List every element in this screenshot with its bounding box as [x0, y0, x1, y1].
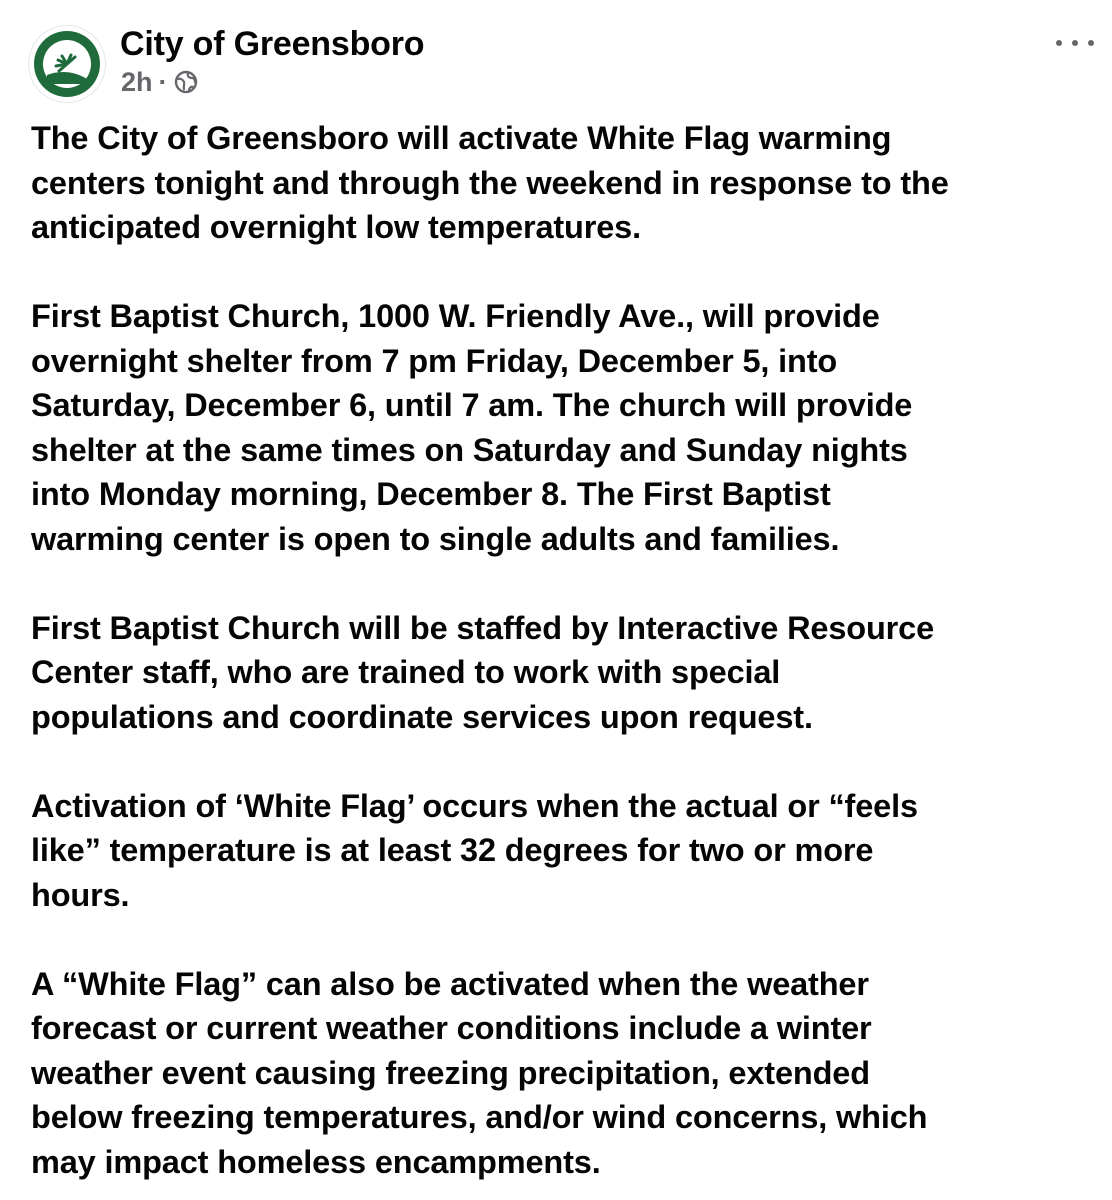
globe-icon	[174, 70, 198, 94]
avatar[interactable]	[29, 26, 105, 102]
dot-icon	[1088, 40, 1094, 46]
post-paragraph: Activation of ‘White Flag’ occurs when the actual or “feels like” temperature is at least 32 degrees for two or more hours.	[31, 787, 918, 913]
post-paragraph: First Baptist Church will be staffed by Interactive Resource Center staff, who are trained to work with special populations and coordinate services upon request.	[31, 609, 935, 735]
post-paragraph: First Baptist Church, 1000 W. Friendly Ave., will provide overnight shelter from 7 pm Friday, December 5, into Saturday, December 6, until 7 am. The church will provide shelter at the same times on Saturday and Sunday nights into Monday morning, December 8. The First Baptist warming center is open to single adults and families.	[31, 298, 913, 557]
post-meta	[121, 66, 198, 98]
post-paragraph: The City of Greensboro will activate White Flag warming centers tonight and through the weekend in response to the anticipated overnight low temperatures.	[31, 120, 949, 245]
post-body	[31, 116, 1091, 1184]
dot-icon	[1056, 40, 1062, 46]
page-title[interactable]: City of Greensboro	[120, 25, 425, 63]
post-paragraph: A “White Flag” can also be activated when the weather forecast or current weather conditions include a winter weather event causing freezing precipitation, extended below freezing temperatures, and/or wind concerns, which may impact homeless encampments.	[31, 965, 928, 1180]
more-options-icon[interactable]	[1052, 30, 1098, 56]
post-header	[0, 0, 1112, 110]
dot-icon	[1072, 40, 1078, 46]
city-of-greensboro-logo-icon	[29, 26, 105, 102]
separator: ·	[158, 66, 168, 97]
post-time[interactable]: 2h	[121, 66, 153, 97]
